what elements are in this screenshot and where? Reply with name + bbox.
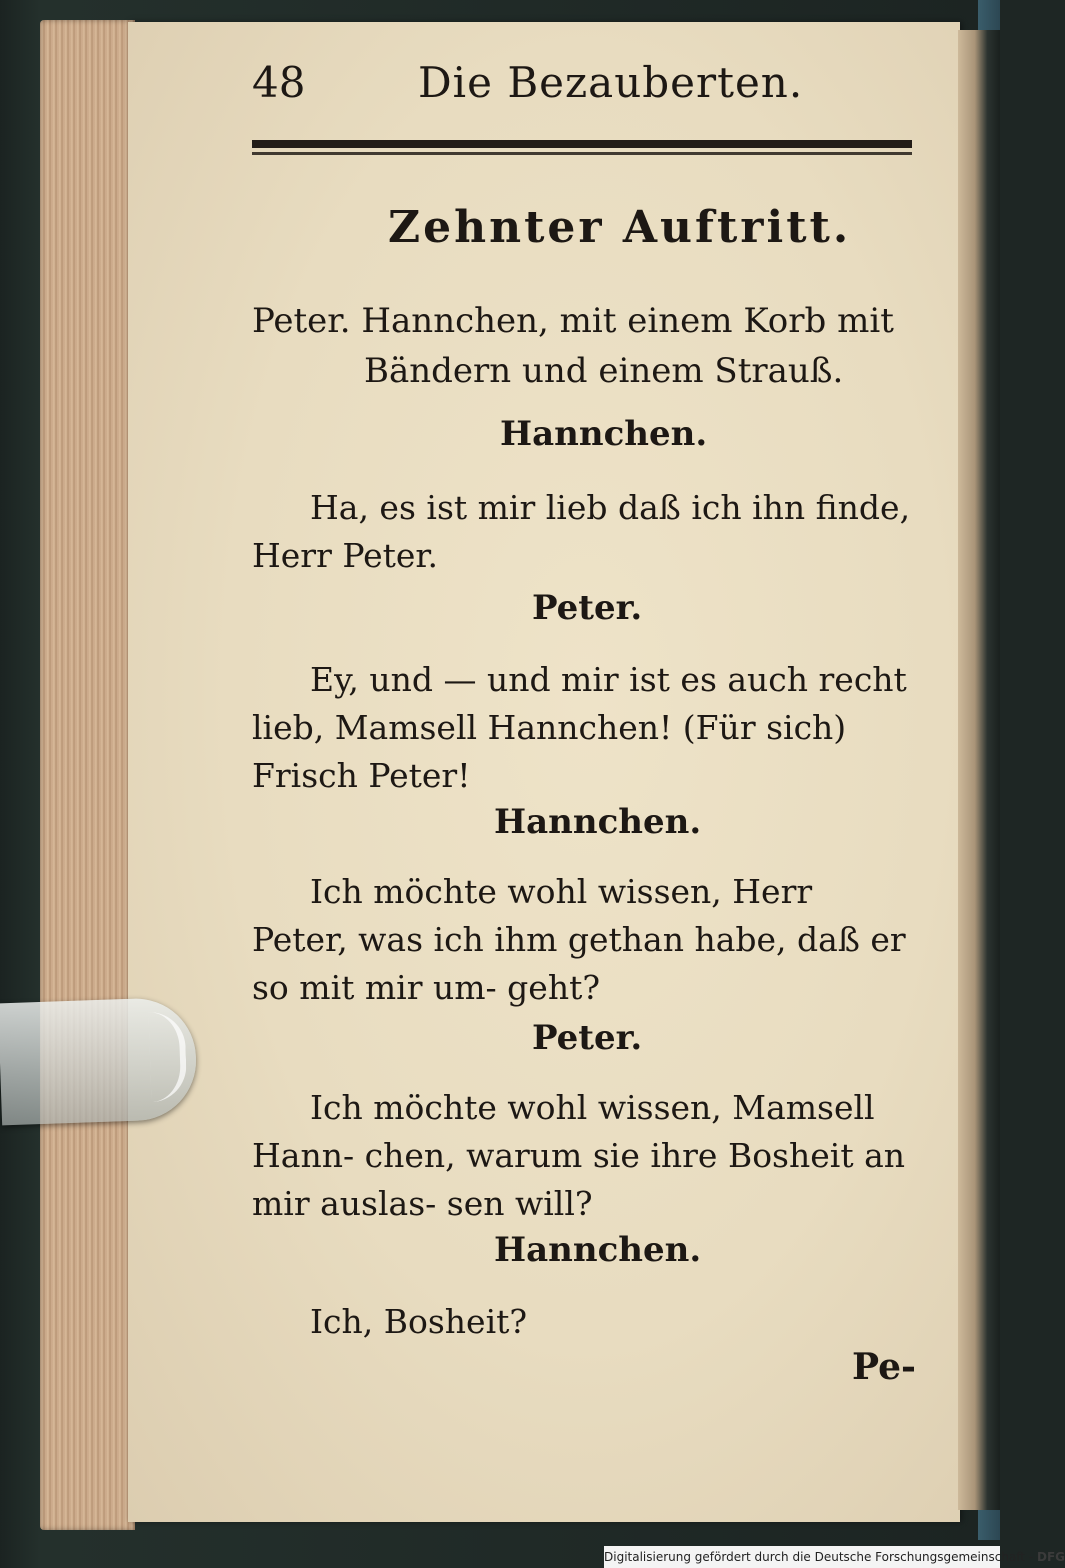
speech-text: Ich möchte wohl wissen, Herr Peter, was ich ihm gethan habe, daß er so mit mir um- geht? — [252, 872, 906, 1007]
speaker-peter: Peter. — [532, 1018, 643, 1058]
cast-line-1: Peter. Hannchen, mit einem Korb mit — [252, 301, 894, 341]
page-number: 48 — [252, 58, 306, 107]
speaker-hannchen: Hannchen. — [494, 802, 702, 842]
header-rule — [252, 140, 912, 148]
catchword: Pe- — [852, 1346, 916, 1388]
speaker-peter: Peter. — [532, 588, 643, 628]
scene-title: Zehnter Auftritt. — [388, 202, 852, 253]
speaker-hannchen: Hannchen. — [494, 1230, 702, 1270]
header-rule-thin — [252, 152, 912, 155]
speech-text: Ich, Bosheit? — [310, 1302, 528, 1341]
speaker-hannchen: Hannchen. — [500, 414, 708, 454]
speech-text: Ey, und — und mir ist es auch recht lieb, Mamsell Hannchen! (Für sich) Frisch Peter! — [252, 660, 907, 795]
speech-text: Ha, es ist mir lieb daß ich ihn finde, Herr Peter. — [252, 488, 911, 575]
page-edges — [40, 20, 135, 1530]
cast-list — [252, 296, 912, 396]
cast-line-2: Bändern und einem Strauß. — [364, 351, 844, 391]
digitization-footer — [604, 1546, 1065, 1568]
footer-credit: Digitalisierung gefördert durch die Deutsche Forschungsgemeinschaft - — [604, 1550, 1034, 1564]
bookmark-clip — [0, 997, 198, 1126]
speech-text: Ich möchte wohl wissen, Mamsell Hann- chen, warum sie ihre Bosheit an mir auslas- sen will? — [252, 1088, 906, 1223]
dfg-logo: DFG — [1036, 1550, 1065, 1564]
facing-page-edge — [958, 30, 1000, 1510]
running-title: Die Bezauberten. — [418, 58, 804, 107]
